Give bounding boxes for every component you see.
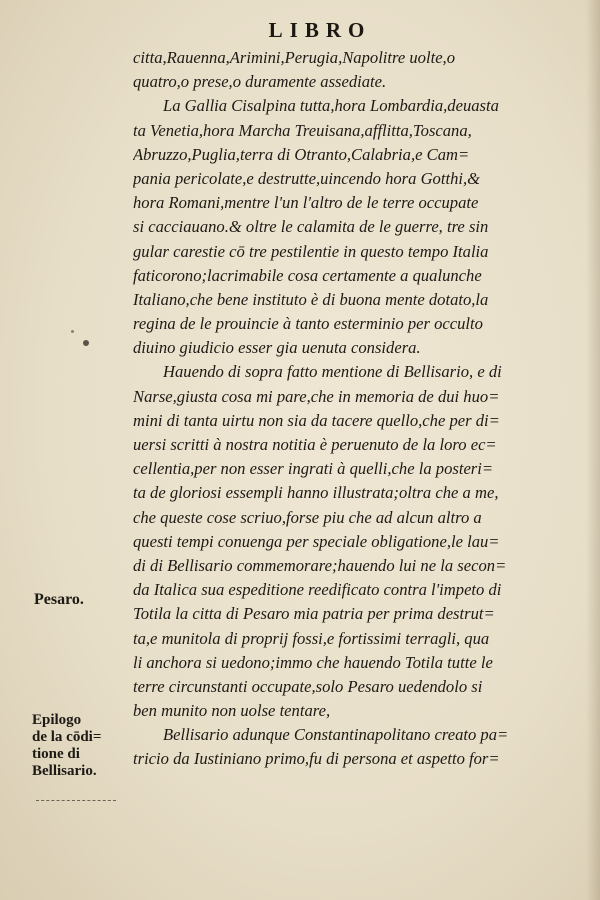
text-line: questi tempi conuenga per speciale obligatione,le lau= [133,531,500,551]
text-line: mini di tanta uirtu non sia da tacere quello,che per di= [133,410,500,430]
text-line: pania pericolate,e destrutte,uincendo hora Gotthi,& [133,168,481,188]
text-line: si cacciauano.& oltre le calamita de le guerre, tre sin [133,217,489,237]
margin-underline [36,800,116,802]
text-line: di di Bellisario commemorare;hauendo lui ne la secon= [133,555,507,575]
text-line: Totila la citta di Pesaro mia patria per prima destrut= [133,604,495,624]
text-line: da Italica sua espeditione reedificato contra l'impeto di [133,580,502,600]
text-line: gular carestie cō tre pestilentie in questo tempo Italia [133,241,489,261]
margin-note-line: tione di [32,746,80,762]
text-line: Hauendo di sopra fatto mentione di Bellisario, e di [163,362,502,382]
margin-note-pesaro: Pesaro. [34,591,84,608]
text-line: Italiano,che bene instituto è di buona mente dotato,la [133,289,489,309]
margin-note-line: Epilogo [32,712,82,728]
text-line: Narse,giusta cosa mi pare,che in memoria de dui huo= [133,386,500,406]
margin-note-epilogo [32,712,101,780]
text-line: li anchora si uedono;immo che hauendo Totila tutte le [133,652,493,672]
text-line: citta,Rauenna,Arimini,Perugia,Napolitre uolte,o [133,48,456,67]
text-line: terre circunstanti occupate,solo Pesaro uedendolo si [133,676,483,696]
text-line: quatro,o prese,o duramente assediate. [133,72,387,92]
text-line: La Gallia Cisalpina tutta,hora Lombardia,deuasta [163,96,499,116]
text-line: hora Romani,mentre l'un l'altro de le terre occupate [133,193,479,213]
margin-note-line: Bellisario. [32,763,97,779]
body-text [133,46,567,772]
text-line: Bellisario adunque Constantinapolitano creato pa= [163,725,509,745]
ink-spot [83,340,89,346]
page-edge-shadow [586,0,600,900]
text-line: diuino giudicio esser gia uenuta considera. [133,338,421,358]
margin-note-line: de la cōdi= [32,729,102,745]
running-header: LIBRO [268,18,372,42]
text-line: regina de le prouincie à tanto esterminio per occulto [133,314,483,334]
text-line: uersi scritti à nostra notitia è peruenuto de la loro ec= [133,435,497,454]
text-line: ta Venetia,hora Marcha Treuisana,afflitta,Toscana, [133,120,472,140]
text-line: Abruzzo,Puglia,terra di Otranto,Calabria,e Cam= [133,144,470,164]
text-line: cellentia,per non esser ingrati à quelli,che la posteri= [133,459,494,479]
text-line: ta,e munitola di proprij fossi,e fortissimi terragli, qua [133,628,490,648]
text-line: ta de gloriosi essempli hanno illustrata;oltra che a me, [133,483,499,503]
ink-spot [71,330,74,333]
text-line: ben munito non uolse tentare, [133,701,331,721]
text-line: tricio da Iustiniano primo,fu di persona et aspetto for= [133,749,500,769]
text-line: che queste cose scriuo,forse piu che ad alcun altro a [133,507,482,527]
text-line: faticorono;lacrimabile cosa certamente a qualunche [133,265,482,285]
